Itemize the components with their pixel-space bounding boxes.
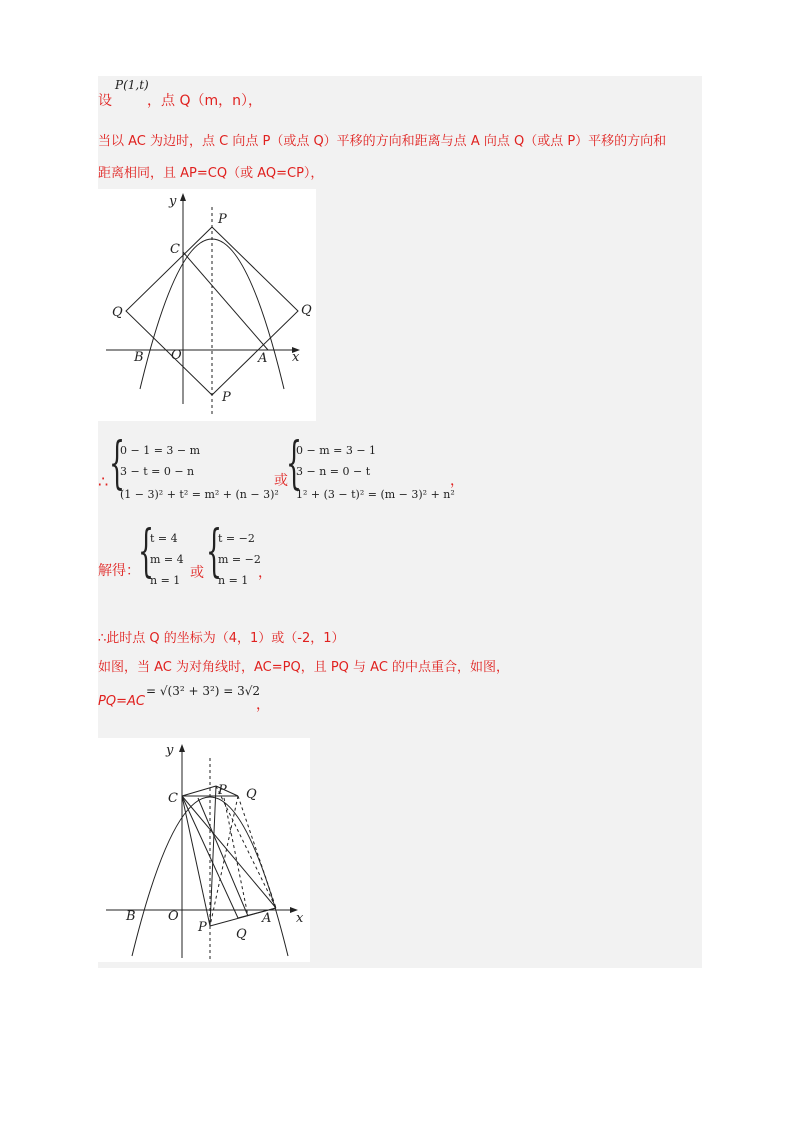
system2-row-1: 0 − m = 3 − 1 bbox=[296, 444, 377, 457]
label-a: A bbox=[258, 351, 268, 366]
paragraph-edge-case-line1: 当以 AC 为边时，点 C 向点 P（或点 Q）平移的方向和距离与点 A 向点 Q（或点 P）平移的方向和 bbox=[98, 134, 667, 149]
line-set-point bbox=[98, 90, 112, 110]
figure-diagonal-case-svg bbox=[98, 738, 310, 962]
y-axis-arrow bbox=[180, 193, 186, 201]
set-rest: ，点 Q（m，n）， bbox=[147, 93, 262, 109]
segment-ac bbox=[183, 252, 268, 350]
figure-edge-case-svg bbox=[98, 189, 316, 421]
solve-tail: ， bbox=[258, 565, 272, 581]
label-b: B bbox=[134, 350, 144, 365]
figure-diagonal-case bbox=[98, 738, 310, 962]
label-c: C bbox=[168, 791, 178, 806]
label-p-top: P bbox=[218, 212, 227, 227]
label-q-right: Q bbox=[301, 303, 312, 318]
label-o: O bbox=[171, 348, 182, 363]
label-c: C bbox=[170, 242, 180, 257]
label-q-bottom: Q bbox=[236, 927, 247, 942]
label-b: B bbox=[126, 909, 136, 924]
solve-label: 解得： bbox=[98, 563, 140, 579]
solve-brace-right: { bbox=[206, 519, 223, 584]
system1-tail: ， bbox=[450, 473, 464, 489]
system1-row-1: 0 − 1 = 3 − m bbox=[120, 444, 201, 457]
solve2-row-2: m = −2 bbox=[218, 553, 261, 566]
system1-row-2: 3 − t = 0 − n bbox=[120, 465, 195, 478]
therefore-symbol: ∴ bbox=[98, 472, 109, 491]
label-y: y bbox=[166, 743, 174, 758]
label-a: A bbox=[262, 911, 272, 926]
pq-prefix: PQ=AC bbox=[98, 694, 145, 709]
solve-brace-left: { bbox=[138, 519, 155, 584]
y-axis-arrow bbox=[179, 744, 185, 752]
label-q-top: Q bbox=[246, 787, 257, 802]
label-x: x bbox=[292, 350, 300, 365]
point-p-formula: P(1,t) bbox=[115, 78, 149, 92]
set-prefix: 设 bbox=[98, 93, 112, 109]
pq-equation: = √(3² + 3²) = 3√2 bbox=[146, 684, 261, 698]
line-coordinates: ∴此时点 Q 的坐标为（4，1）或（-2，1） bbox=[98, 631, 345, 646]
pq-tail: ， bbox=[256, 697, 270, 713]
solve-row-1: t = 4 bbox=[150, 532, 178, 545]
label-p-top: P bbox=[218, 783, 227, 798]
system1-or: 或 bbox=[274, 473, 288, 489]
label-y: y bbox=[169, 194, 177, 209]
solve-row-3: n = 1 bbox=[150, 574, 181, 587]
system1-brace-left: { bbox=[109, 431, 126, 496]
solve-row-2: m = 4 bbox=[150, 553, 184, 566]
solve2-row-1: t = −2 bbox=[218, 532, 255, 545]
paragraph-edge-case-line2: 距离相同，且 AP=CQ（或 AQ=CP）， bbox=[98, 166, 324, 181]
label-o: O bbox=[168, 909, 179, 924]
line-diagonal-case: 如图，当 AC 为对角线时，AC=PQ，且 PQ 与 AC 的中点重合，如图， bbox=[98, 660, 510, 675]
label-q-left: Q bbox=[112, 305, 123, 320]
system2-row-3: 1² + (3 − t)² = (m − 3)² + n² bbox=[296, 488, 455, 501]
solve2-row-3: n = 1 bbox=[218, 574, 249, 587]
system1-brace-right: { bbox=[286, 431, 303, 496]
label-p-bottom: P bbox=[198, 920, 207, 935]
system1-row-3: (1 − 3)² + t² = m² + (n − 3)² bbox=[120, 488, 279, 501]
label-p-bottom: P bbox=[222, 390, 231, 405]
system2-row-2: 3 − n = 0 − t bbox=[296, 465, 371, 478]
label-x: x bbox=[296, 911, 304, 926]
solve-or: 或 bbox=[190, 565, 204, 581]
figure-edge-case bbox=[98, 189, 316, 421]
